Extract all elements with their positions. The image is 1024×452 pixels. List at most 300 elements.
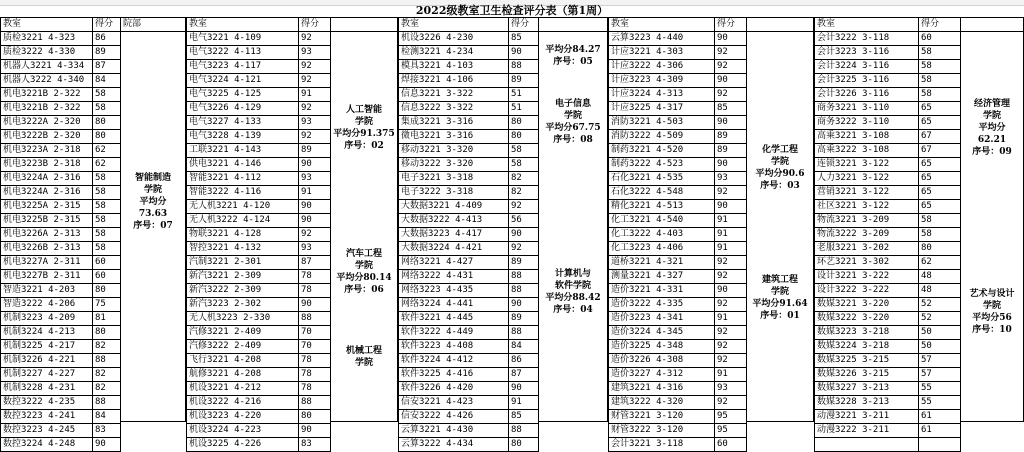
classroom-cell[interactable]: 新汽3221 2-309 [187, 270, 299, 284]
classroom-cell[interactable]: 模具3221 4-103 [399, 60, 509, 74]
classroom-cell[interactable]: 软件3226 4-420 [399, 382, 509, 396]
score-cell[interactable]: 90 [509, 228, 539, 242]
score-cell[interactable]: 51 [509, 88, 539, 102]
classroom-cell[interactable]: 电气3226 4-129 [187, 102, 299, 116]
score-cell[interactable]: 85 [509, 410, 539, 424]
score-cell[interactable]: 84 [509, 340, 539, 354]
classroom-cell[interactable]: 工联3221 4-143 [187, 144, 299, 158]
classroom-cell[interactable]: 软件3221 4-445 [399, 312, 509, 326]
classroom-cell[interactable]: 新汽3222 2-309 [187, 284, 299, 298]
score-cell[interactable]: 93 [715, 382, 747, 396]
score-cell[interactable]: 70 [299, 340, 331, 354]
score-cell[interactable]: 90 [299, 424, 331, 438]
score-cell[interactable]: 92 [715, 88, 747, 102]
classroom-cell[interactable]: 机电3221B 2-322 [1, 102, 93, 116]
classroom-cell[interactable]: 软件3222 4-449 [399, 326, 509, 340]
score-cell[interactable]: 87 [509, 368, 539, 382]
score-cell[interactable]: 82 [93, 340, 121, 354]
classroom-cell[interactable]: 社区3221 3-122 [815, 200, 919, 214]
classroom-cell[interactable]: 电气3223 4-117 [187, 60, 299, 74]
classroom-cell[interactable]: 造价3223 4-341 [609, 312, 715, 326]
classroom-cell[interactable]: 机电3227B 2-311 [1, 270, 93, 284]
classroom-cell[interactable]: 机电3222A 2-320 [1, 116, 93, 130]
classroom-cell[interactable]: 数媒3225 3-215 [815, 354, 919, 368]
score-cell[interactable]: 58 [919, 88, 961, 102]
classroom-cell[interactable]: 软件3224 4-412 [399, 354, 509, 368]
score-cell[interactable]: 83 [93, 424, 121, 438]
classroom-cell[interactable]: 大数据3224 4-421 [399, 242, 509, 256]
score-cell[interactable]: 92 [509, 200, 539, 214]
classroom-cell[interactable]: 机设3224 4-223 [187, 424, 299, 438]
classroom-cell[interactable]: 机制3227 4-227 [1, 368, 93, 382]
score-cell[interactable]: 61 [919, 410, 961, 424]
classroom-cell[interactable]: 物流3222 3-209 [815, 228, 919, 242]
score-cell[interactable]: 81 [93, 312, 121, 326]
score-cell[interactable]: 91 [715, 368, 747, 382]
score-cell[interactable]: 80 [919, 242, 961, 256]
score-cell[interactable]: 80 [509, 116, 539, 130]
classroom-cell[interactable]: 云算3223 4-440 [609, 32, 715, 46]
classroom-cell[interactable]: 动漫3221 3-211 [815, 410, 919, 424]
score-cell[interactable]: 92 [715, 270, 747, 284]
classroom-cell[interactable]: 化工3221 4-540 [609, 214, 715, 228]
classroom-cell[interactable]: 财管3221 3-120 [609, 410, 715, 424]
classroom-cell[interactable]: 机电3224A 2-316 [1, 186, 93, 200]
classroom-cell[interactable]: 数媒3222 3-220 [815, 312, 919, 326]
score-cell[interactable]: 90 [509, 46, 539, 60]
score-cell[interactable]: 56 [509, 214, 539, 228]
score-cell[interactable]: 91 [715, 214, 747, 228]
classroom-cell[interactable]: 计应3222 4-306 [609, 60, 715, 74]
classroom-cell[interactable]: 机电3226A 2-313 [1, 228, 93, 242]
score-cell[interactable]: 80 [93, 326, 121, 340]
classroom-cell[interactable]: 质检3221 4-323 [1, 32, 93, 46]
score-cell[interactable]: 95 [715, 410, 747, 424]
score-cell[interactable]: 89 [715, 130, 747, 144]
classroom-cell[interactable]: 商务3221 3-110 [815, 102, 919, 116]
classroom-cell[interactable]: 软件3225 4-416 [399, 368, 509, 382]
score-cell[interactable]: 82 [509, 186, 539, 200]
classroom-cell[interactable]: 机器人3222 4-340 [1, 74, 93, 88]
classroom-cell[interactable]: 信息3221 3-322 [399, 88, 509, 102]
classroom-cell[interactable]: 环艺3221 3-302 [815, 256, 919, 270]
classroom-cell[interactable]: 财管3222 3-120 [609, 424, 715, 438]
score-cell[interactable]: 88 [509, 326, 539, 340]
score-cell[interactable]: 92 [715, 186, 747, 200]
classroom-cell[interactable]: 石化3221 4-535 [609, 172, 715, 186]
score-cell[interactable]: 78 [299, 284, 331, 298]
classroom-cell[interactable]: 机电3227A 2-311 [1, 256, 93, 270]
score-cell[interactable]: 51 [509, 102, 539, 116]
classroom-cell[interactable]: 制药3221 4-520 [609, 144, 715, 158]
score-cell[interactable]: 93 [299, 172, 331, 186]
score-cell[interactable]: 57 [919, 354, 961, 368]
score-cell[interactable]: 91 [299, 186, 331, 200]
score-cell[interactable]: 58 [93, 228, 121, 242]
classroom-cell[interactable]: 无人机3221 4-120 [187, 200, 299, 214]
score-cell[interactable]: 93 [299, 242, 331, 256]
classroom-cell[interactable]: 建筑3221 4-316 [609, 382, 715, 396]
classroom-cell[interactable]: 集成3221 3-316 [399, 116, 509, 130]
score-cell[interactable]: 90 [299, 200, 331, 214]
score-cell[interactable]: 82 [93, 382, 121, 396]
classroom-cell[interactable]: 设计3221 3-222 [815, 270, 919, 284]
classroom-cell[interactable]: 商务3222 3-110 [815, 116, 919, 130]
classroom-cell[interactable]: 云算3221 4-430 [399, 424, 509, 438]
classroom-cell[interactable]: 计应3225 4-317 [609, 102, 715, 116]
score-cell[interactable]: 90 [299, 298, 331, 312]
score-cell[interactable]: 50 [919, 340, 961, 354]
classroom-cell[interactable]: 造价3222 4-335 [609, 298, 715, 312]
score-cell[interactable]: 90 [509, 382, 539, 396]
classroom-cell[interactable]: 机制3223 4-209 [1, 312, 93, 326]
classroom-cell[interactable]: 软件3223 4-408 [399, 340, 509, 354]
classroom-cell[interactable]: 机设3225 4-226 [187, 438, 299, 452]
score-cell[interactable]: 92 [299, 228, 331, 242]
score-cell[interactable]: 89 [93, 46, 121, 60]
classroom-cell[interactable]: 数媒3224 3-218 [815, 340, 919, 354]
score-cell[interactable]: 90 [715, 158, 747, 172]
score-cell[interactable]: 90 [715, 116, 747, 130]
classroom-cell[interactable]: 网络3221 4-427 [399, 256, 509, 270]
score-cell[interactable]: 78 [299, 354, 331, 368]
classroom-cell[interactable]: 机电3225A 2-315 [1, 200, 93, 214]
score-cell[interactable]: 89 [509, 312, 539, 326]
classroom-cell[interactable]: 机电3221B 2-322 [1, 88, 93, 102]
score-cell[interactable]: 92 [299, 102, 331, 116]
classroom-cell[interactable]: 会计3223 3-116 [815, 46, 919, 60]
score-cell[interactable]: 89 [509, 74, 539, 88]
classroom-cell[interactable]: 新汽3223 2-302 [187, 298, 299, 312]
classroom-cell[interactable]: 人力3221 3-122 [815, 172, 919, 186]
classroom-cell[interactable]: 云算3222 4-434 [399, 438, 509, 452]
classroom-cell[interactable]: 电气3225 4-125 [187, 88, 299, 102]
classroom-cell[interactable]: 机设3223 4-220 [187, 410, 299, 424]
classroom-cell[interactable]: 机制3228 4-231 [1, 382, 93, 396]
score-cell[interactable]: 84 [93, 74, 121, 88]
score-cell[interactable]: 60 [919, 32, 961, 46]
score-cell[interactable]: 88 [509, 424, 539, 438]
score-cell[interactable]: 89 [509, 256, 539, 270]
classroom-cell[interactable]: 机电3226B 2-313 [1, 242, 93, 256]
score-cell[interactable]: 75 [93, 298, 121, 312]
classroom-cell[interactable]: 机电3223A 2-318 [1, 144, 93, 158]
classroom-cell[interactable]: 机电3225B 2-315 [1, 214, 93, 228]
score-cell[interactable]: 78 [299, 270, 331, 284]
classroom-cell[interactable]: 计应3223 4-309 [609, 74, 715, 88]
score-cell[interactable]: 65 [919, 172, 961, 186]
classroom-cell[interactable]: 营销3221 3-122 [815, 186, 919, 200]
classroom-cell[interactable]: 大数据3223 4-417 [399, 228, 509, 242]
score-cell[interactable]: 67 [919, 144, 961, 158]
score-cell[interactable]: 65 [919, 102, 961, 116]
score-cell[interactable]: 90 [715, 200, 747, 214]
score-cell[interactable]: 65 [919, 158, 961, 172]
score-cell[interactable]: 92 [299, 32, 331, 46]
classroom-cell[interactable]: 会计3225 3-116 [815, 74, 919, 88]
score-cell[interactable]: 92 [715, 340, 747, 354]
score-cell[interactable]: 58 [919, 214, 961, 228]
score-cell[interactable]: 58 [919, 228, 961, 242]
score-cell[interactable]: 93 [299, 46, 331, 60]
classroom-cell[interactable]: 造价3227 4-312 [609, 368, 715, 382]
classroom-cell[interactable]: 制药3222 4-523 [609, 158, 715, 172]
classroom-cell[interactable]: 无人机3222 4-124 [187, 214, 299, 228]
score-cell[interactable]: 82 [509, 172, 539, 186]
score-cell[interactable]: 58 [509, 144, 539, 158]
classroom-cell[interactable]: 机设3226 4-230 [399, 32, 509, 46]
score-cell[interactable]: 85 [509, 32, 539, 46]
score-cell[interactable]: 80 [299, 410, 331, 424]
classroom-cell[interactable]: 精化3221 4-513 [609, 200, 715, 214]
score-cell[interactable]: 92 [715, 396, 747, 410]
score-cell[interactable]: 60 [93, 270, 121, 284]
score-cell[interactable]: 62 [93, 158, 121, 172]
score-cell[interactable]: 88 [509, 284, 539, 298]
score-cell[interactable]: 93 [715, 172, 747, 186]
score-cell[interactable]: 90 [715, 284, 747, 298]
classroom-cell[interactable]: 机设3221 4-212 [187, 382, 299, 396]
classroom-cell[interactable]: 智能3222 4-116 [187, 186, 299, 200]
score-cell[interactable]: 58 [93, 242, 121, 256]
score-cell[interactable]: 91 [715, 242, 747, 256]
score-cell[interactable]: 92 [715, 60, 747, 74]
classroom-cell[interactable]: 网络3224 4-441 [399, 298, 509, 312]
score-cell[interactable]: 90 [509, 298, 539, 312]
classroom-cell[interactable]: 消防3222 4-509 [609, 130, 715, 144]
score-cell[interactable]: 80 [509, 130, 539, 144]
classroom-cell[interactable]: 机电3224A 2-316 [1, 172, 93, 186]
classroom-cell[interactable]: 数媒3221 3-220 [815, 298, 919, 312]
score-cell[interactable]: 58 [93, 186, 121, 200]
classroom-cell[interactable]: 网络3223 4-435 [399, 284, 509, 298]
classroom-cell[interactable]: 道桥3221 4-321 [609, 256, 715, 270]
classroom-cell[interactable]: 数控3223 4-245 [1, 424, 93, 438]
classroom-cell[interactable]: 造价3221 4-331 [609, 284, 715, 298]
classroom-cell[interactable]: 无人机3223 2-330 [187, 312, 299, 326]
score-cell[interactable]: 78 [299, 382, 331, 396]
classroom-cell[interactable]: 信安3221 4-423 [399, 396, 509, 410]
score-cell[interactable]: 92 [715, 46, 747, 60]
score-cell[interactable]: 65 [919, 200, 961, 214]
classroom-cell[interactable]: 机制3224 4-213 [1, 326, 93, 340]
classroom-cell[interactable]: 智造3222 4-206 [1, 298, 93, 312]
classroom-cell[interactable]: 电气3227 4-133 [187, 116, 299, 130]
score-cell[interactable]: 92 [509, 242, 539, 256]
classroom-cell[interactable]: 智造3221 4-203 [1, 284, 93, 298]
score-cell[interactable]: 80 [93, 284, 121, 298]
classroom-cell[interactable]: 设计3222 3-222 [815, 284, 919, 298]
classroom-cell[interactable]: 汽制3221 2-301 [187, 256, 299, 270]
classroom-cell[interactable]: 高乘3222 3-108 [815, 144, 919, 158]
score-cell[interactable]: 91 [715, 312, 747, 326]
score-cell[interactable]: 58 [93, 172, 121, 186]
score-cell[interactable]: 84 [93, 410, 121, 424]
classroom-cell[interactable]: 机制3226 4-221 [1, 354, 93, 368]
score-cell[interactable]: 67 [919, 130, 961, 144]
classroom-cell[interactable]: 物流3221 3-209 [815, 214, 919, 228]
score-cell[interactable]: 70 [299, 326, 331, 340]
score-cell[interactable]: 92 [299, 60, 331, 74]
classroom-cell[interactable]: 电气3221 4-109 [187, 32, 299, 46]
score-cell[interactable]: 92 [299, 130, 331, 144]
score-cell[interactable]: 90 [299, 214, 331, 228]
classroom-cell[interactable]: 会计3221 3-118 [609, 438, 715, 452]
classroom-cell[interactable]: 消防3221 4-503 [609, 116, 715, 130]
score-cell[interactable]: 52 [919, 298, 961, 312]
classroom-cell[interactable]: 大数据3221 4-409 [399, 200, 509, 214]
score-cell[interactable] [919, 438, 961, 452]
classroom-cell[interactable]: 数控3222 4-235 [1, 396, 93, 410]
score-cell[interactable]: 92 [715, 256, 747, 270]
classroom-cell[interactable]: 会计3222 3-118 [815, 32, 919, 46]
score-cell[interactable]: 86 [93, 32, 121, 46]
classroom-cell[interactable]: 动漫3222 3-211 [815, 424, 919, 438]
classroom-cell[interactable]: 计应3224 4-313 [609, 88, 715, 102]
score-cell[interactable]: 58 [919, 60, 961, 74]
score-cell[interactable]: 61 [919, 424, 961, 438]
score-cell[interactable]: 88 [93, 396, 121, 410]
classroom-cell[interactable] [815, 438, 919, 452]
classroom-cell[interactable]: 连锁3221 3-122 [815, 158, 919, 172]
classroom-cell[interactable]: 汽修3221 2-409 [187, 326, 299, 340]
classroom-cell[interactable]: 网络3222 4-431 [399, 270, 509, 284]
score-cell[interactable]: 88 [93, 354, 121, 368]
classroom-cell[interactable]: 机电3222B 2-320 [1, 130, 93, 144]
classroom-cell[interactable]: 电子3222 3-318 [399, 186, 509, 200]
score-cell[interactable]: 92 [715, 354, 747, 368]
score-cell[interactable]: 65 [919, 186, 961, 200]
classroom-cell[interactable]: 供电3221 4-146 [187, 158, 299, 172]
classroom-cell[interactable]: 电子3221 3-318 [399, 172, 509, 186]
classroom-cell[interactable]: 质检3222 4-330 [1, 46, 93, 60]
classroom-cell[interactable]: 造价3225 4-348 [609, 340, 715, 354]
classroom-cell[interactable]: 物联3221 4-128 [187, 228, 299, 242]
score-cell[interactable]: 90 [299, 158, 331, 172]
classroom-cell[interactable]: 机设3222 4-216 [187, 396, 299, 410]
classroom-cell[interactable]: 会计3226 3-116 [815, 88, 919, 102]
score-cell[interactable]: 58 [93, 200, 121, 214]
classroom-cell[interactable]: 智控3221 4-132 [187, 242, 299, 256]
classroom-cell[interactable]: 机电3223B 2-318 [1, 158, 93, 172]
classroom-cell[interactable]: 电气3228 4-139 [187, 130, 299, 144]
classroom-cell[interactable]: 电气3222 4-113 [187, 46, 299, 60]
classroom-cell[interactable]: 测量3221 4-327 [609, 270, 715, 284]
score-cell[interactable]: 57 [919, 368, 961, 382]
score-cell[interactable]: 58 [93, 102, 121, 116]
score-cell[interactable]: 58 [93, 88, 121, 102]
score-cell[interactable]: 55 [919, 396, 961, 410]
score-cell[interactable]: 87 [299, 256, 331, 270]
classroom-cell[interactable]: 机制3225 4-217 [1, 340, 93, 354]
classroom-cell[interactable]: 电气3224 4-121 [187, 74, 299, 88]
score-cell[interactable]: 58 [919, 46, 961, 60]
score-cell[interactable]: 91 [299, 88, 331, 102]
score-cell[interactable]: 78 [299, 368, 331, 382]
classroom-cell[interactable]: 数媒3227 3-213 [815, 382, 919, 396]
classroom-cell[interactable]: 数媒3226 3-215 [815, 368, 919, 382]
score-cell[interactable]: 91 [509, 396, 539, 410]
classroom-cell[interactable]: 汽修3222 2-409 [187, 340, 299, 354]
classroom-cell[interactable]: 造价3226 4-308 [609, 354, 715, 368]
classroom-cell[interactable]: 数媒3223 3-218 [815, 326, 919, 340]
classroom-cell[interactable]: 微电3221 3-316 [399, 130, 509, 144]
score-cell[interactable]: 50 [919, 326, 961, 340]
score-cell[interactable]: 62 [919, 256, 961, 270]
classroom-cell[interactable]: 机器人3221 4-334 [1, 60, 93, 74]
score-cell[interactable]: 90 [715, 32, 747, 46]
score-cell[interactable]: 83 [299, 438, 331, 452]
classroom-cell[interactable]: 大数据3222 4-413 [399, 214, 509, 228]
classroom-cell[interactable]: 信息3222 3-322 [399, 102, 509, 116]
classroom-cell[interactable]: 数控3223 4-241 [1, 410, 93, 424]
score-cell[interactable]: 92 [715, 298, 747, 312]
score-cell[interactable]: 58 [919, 74, 961, 88]
score-cell[interactable]: 91 [715, 228, 747, 242]
classroom-cell[interactable]: 老服3221 3-202 [815, 242, 919, 256]
score-cell[interactable]: 65 [919, 116, 961, 130]
score-cell[interactable]: 89 [299, 144, 331, 158]
classroom-cell[interactable]: 数控3224 4-248 [1, 438, 93, 452]
score-cell[interactable]: 90 [715, 74, 747, 88]
score-cell[interactable]: 92 [715, 326, 747, 340]
score-cell[interactable]: 55 [919, 382, 961, 396]
classroom-cell[interactable]: 石化3222 4-548 [609, 186, 715, 200]
classroom-cell[interactable]: 建筑3222 4-320 [609, 396, 715, 410]
score-cell[interactable]: 89 [715, 144, 747, 158]
classroom-cell[interactable]: 焊接3221 4-106 [399, 74, 509, 88]
classroom-cell[interactable]: 检测3221 4-234 [399, 46, 509, 60]
score-cell[interactable]: 86 [509, 354, 539, 368]
score-cell[interactable]: 60 [715, 438, 747, 452]
score-cell[interactable]: 88 [299, 396, 331, 410]
classroom-cell[interactable]: 移动3221 3-320 [399, 144, 509, 158]
classroom-cell[interactable]: 移动3222 3-320 [399, 158, 509, 172]
score-cell[interactable]: 58 [509, 158, 539, 172]
score-cell[interactable]: 80 [509, 438, 539, 452]
score-cell[interactable]: 80 [93, 130, 121, 144]
score-cell[interactable]: 88 [509, 270, 539, 284]
classroom-cell[interactable]: 高乘3221 3-108 [815, 130, 919, 144]
classroom-cell[interactable]: 化工3222 4-403 [609, 228, 715, 242]
classroom-cell[interactable]: 造价3224 4-345 [609, 326, 715, 340]
score-cell[interactable]: 58 [93, 214, 121, 228]
score-cell[interactable]: 80 [93, 116, 121, 130]
score-cell[interactable]: 62 [93, 144, 121, 158]
classroom-cell[interactable]: 化工3223 4-406 [609, 242, 715, 256]
classroom-cell[interactable]: 航修3221 4-208 [187, 368, 299, 382]
score-cell[interactable]: 60 [93, 256, 121, 270]
score-cell[interactable]: 85 [715, 102, 747, 116]
classroom-cell[interactable]: 飞行3221 4-208 [187, 354, 299, 368]
score-cell[interactable]: 52 [919, 312, 961, 326]
score-cell[interactable]: 87 [93, 60, 121, 74]
score-cell[interactable]: 82 [93, 368, 121, 382]
classroom-cell[interactable]: 智能3221 4-112 [187, 172, 299, 186]
score-cell[interactable]: 93 [299, 116, 331, 130]
classroom-cell[interactable]: 信安3222 4-426 [399, 410, 509, 424]
classroom-cell[interactable]: 会计3224 3-116 [815, 60, 919, 74]
score-cell[interactable]: 88 [509, 60, 539, 74]
score-cell[interactable]: 92 [299, 74, 331, 88]
classroom-cell[interactable]: 数媒3228 3-213 [815, 396, 919, 410]
classroom-cell[interactable]: 计应3221 4-303 [609, 46, 715, 60]
score-cell[interactable]: 95 [715, 424, 747, 438]
score-cell[interactable]: 48 [919, 270, 961, 284]
score-cell[interactable]: 90 [93, 438, 121, 452]
score-cell[interactable]: 48 [919, 284, 961, 298]
score-cell[interactable]: 88 [299, 312, 331, 326]
